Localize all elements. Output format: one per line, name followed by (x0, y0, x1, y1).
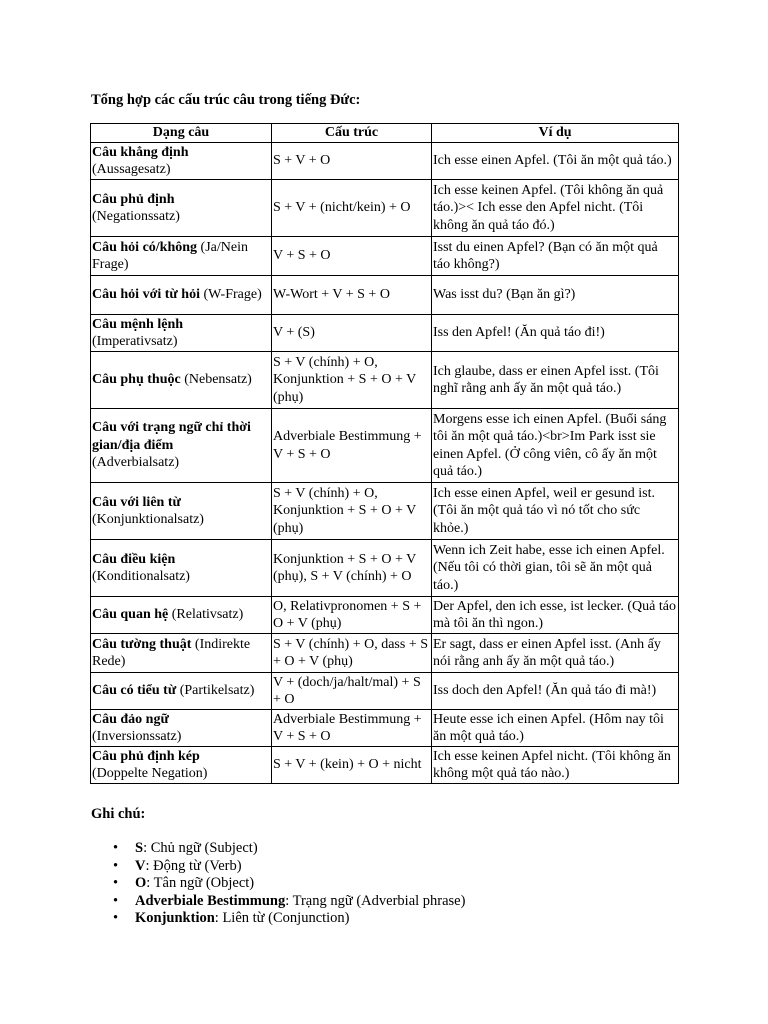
table-row (91, 143, 679, 180)
bullet-icon: • (113, 857, 119, 874)
structure-cell: S + V + O (272, 143, 432, 180)
structure-cell: S + V + (kein) + O + nicht (272, 747, 432, 784)
header-example: Ví dụ (432, 124, 679, 143)
structure-cell: S + V (chính) + O, Konjunktion + S + O + V (phụ) (272, 352, 432, 409)
bullet-icon: • (113, 910, 119, 926)
sentence-type-name: Câu quan hệ (92, 607, 169, 623)
sentence-type-cell (91, 409, 272, 483)
sentence-type-name: Câu tường thuật (92, 636, 192, 652)
example-cell: Heute esse ich einen Apfel. (Hôm nay tôi ăn một quả táo.) (432, 710, 679, 747)
structure-cell: Konjunktion + S + O + V (phụ), S + V (chính) + O (272, 540, 432, 597)
sentence-type-name: Câu đảo ngữ (92, 711, 169, 727)
notes-list (91, 840, 465, 928)
sentence-type-german: (Indirekte Rede) (92, 636, 251, 669)
sentence-type-name: Câu điều kiện (92, 551, 176, 567)
table-row (91, 409, 679, 483)
sentence-type-name: Câu có tiểu từ (92, 683, 177, 699)
sentence-type-german: (Ja/Nein Frage) (92, 239, 248, 272)
note-item (91, 910, 465, 928)
note-item (91, 893, 465, 911)
note-definition: : Liên từ (Conjunction) (214, 910, 350, 926)
bullet-icon: • (113, 840, 119, 856)
note-definition: : Chủ ngữ (Subject) (143, 840, 258, 856)
sentence-type-name: Câu với trạng ngữ chỉ thời gian/địa điểm (92, 420, 251, 453)
sentence-type-name: Câu hỏi với từ hỏi (92, 287, 200, 303)
sentence-type-german: (Adverbialsatz) (92, 455, 180, 471)
sentence-type-german: (Doppelte Negation) (92, 766, 208, 781)
example-cell: Was isst du? (Bạn ăn gì?) (432, 276, 679, 315)
sentence-type-name: Câu phủ định (92, 191, 175, 207)
example-cell: Iss den Apfel! (Ăn quả táo đi!) (432, 315, 679, 352)
sentence-type-cell (91, 483, 272, 540)
structure-cell: V + (doch/ja/halt/mal) + S + O (272, 673, 432, 710)
sentence-type-german: (Relativsatz) (171, 607, 244, 623)
bullet-icon: • (113, 892, 119, 909)
example-cell: Ich esse keinen Apfel nicht. (Tôi không ăn không một quả táo nào.) (432, 747, 679, 784)
sentence-type-cell (91, 747, 272, 784)
note-definition: : Tân ngữ (Object) (146, 875, 255, 891)
sentence-type-german: (Konjunktionalsatz) (92, 512, 204, 527)
sentence-type-name: Câu mệnh lệnh (92, 316, 184, 332)
sentence-type-german: (Partikelsatz) (179, 683, 255, 699)
table-row (91, 276, 679, 315)
table-row (91, 540, 679, 597)
table-row (91, 180, 679, 237)
table-row (91, 237, 679, 276)
sentence-type-cell (91, 143, 272, 180)
example-cell: Iss doch den Apfel! (Ăn quả táo đi mà!) (432, 673, 679, 710)
table-row (91, 597, 679, 634)
structure-cell: O, Relativpronomen + S + O + V (phụ) (272, 597, 432, 634)
sentence-type-cell (91, 540, 272, 597)
sentence-type-cell (91, 276, 272, 315)
table-row (91, 634, 679, 673)
note-item (91, 840, 465, 858)
structure-cell: S + V (chính) + O, Konjunktion + S + O + V (phụ) (272, 483, 432, 540)
note-term: S (135, 840, 144, 856)
example-cell: Ich esse einen Apfel, weil er gesund ist. (Tôi ăn một quả táo vì nó tốt cho sức khỏe.) (432, 483, 679, 540)
sentence-type-name: Câu với liên từ (92, 494, 181, 510)
sentence-type-german: (Inversionssatz) (92, 729, 182, 744)
note-item (91, 858, 465, 876)
example-cell: Ich esse keinen Apfel. (Tôi không ăn quả táo.)>< Ich esse den Apfel nicht. (Tôi không ăn quả táo đó.) (432, 180, 679, 237)
note-term: O (135, 875, 147, 891)
structure-cell: V + S + O (272, 237, 432, 276)
sentence-type-cell (91, 352, 272, 409)
structure-cell: W-Wort + V + S + O (272, 276, 432, 315)
sentence-type-german: (Negationssatz) (92, 209, 180, 224)
sentence-type-cell (91, 237, 272, 276)
sentence-type-name: Câu phủ định kép (92, 748, 200, 764)
sentence-type-name: Câu khẳng định (92, 144, 189, 160)
header-structure: Cấu trúc (272, 124, 432, 143)
sentence-type-cell (91, 634, 272, 673)
structure-cell: Adverbiale Bestimmung + V + S + O (272, 710, 432, 747)
table-row (91, 747, 679, 784)
example-cell: Der Apfel, den ich esse, ist lecker. (Quả táo mà tôi ăn thì ngon.) (432, 597, 679, 634)
example-cell: Ich esse einen Apfel. (Tôi ăn một quả táo.) (432, 143, 679, 180)
structure-cell: S + V (chính) + O, dass + S + O + V (phụ) (272, 634, 432, 673)
sentence-type-german: (Aussagesatz) (92, 162, 171, 177)
notes-title: Ghi chú: (91, 806, 146, 822)
note-term: V (135, 857, 146, 874)
sentence-type-cell (91, 180, 272, 237)
structure-cell: Adverbiale Bestimmung + V + S + O (272, 409, 432, 483)
structure-cell: V + (S) (272, 315, 432, 352)
page-title: Tổng hợp các cấu trúc câu trong tiếng Đức: (91, 92, 361, 108)
example-cell: Morgens esse ich einen Apfel. (Buổi sáng tôi ăn một quả táo.)<br>Im Park isst sie einen Apfel. (Ở công viên, cô ấy ăn một quả táo.) (432, 409, 679, 483)
sentence-type-cell (91, 315, 272, 352)
note-item (91, 875, 465, 893)
table-header-row (91, 124, 679, 143)
sentence-type-german: (W-Frage) (203, 287, 262, 303)
table-row (91, 673, 679, 710)
bullet-icon: • (113, 875, 119, 891)
table-row (91, 483, 679, 540)
example-cell: Wenn ich Zeit habe, esse ich einen Apfel. (Nếu tôi có thời gian, tôi sẽ ăn một quả táo.) (432, 540, 679, 597)
table-row (91, 315, 679, 352)
sentence-type-german: (Nebensatz) (184, 372, 252, 388)
sentence-type-name: Câu phụ thuộc (92, 372, 181, 388)
sentence-structure-table (90, 123, 679, 784)
table-row (91, 710, 679, 747)
example-cell: Isst du einen Apfel? (Bạn có ăn một quả táo không?) (432, 237, 679, 276)
note-term: Adverbiale Bestimmung (135, 892, 286, 909)
sentence-type-german: (Konditionalsatz) (92, 569, 190, 584)
header-sentence-type: Dạng câu (91, 124, 272, 143)
example-cell: Ich glaube, dass er einen Apfel isst. (Tôi nghĩ rằng anh ấy ăn một quả táo.) (432, 352, 679, 409)
sentence-type-cell (91, 673, 272, 710)
note-term: Konjunktion (135, 910, 215, 926)
sentence-type-cell (91, 710, 272, 747)
sentence-type-cell (91, 597, 272, 634)
note-definition: : Trạng ngữ (Adverbial phrase) (285, 892, 466, 909)
structure-cell: S + V + (nicht/kein) + O (272, 180, 432, 237)
table-row (91, 352, 679, 409)
example-cell: Er sagt, dass er einen Apfel isst. (Anh ấy nói rằng anh ấy ăn một quả táo.) (432, 634, 679, 673)
sentence-type-german: (Imperativsatz) (92, 334, 178, 349)
note-definition: : Động từ (Verb) (145, 857, 242, 874)
sentence-type-name: Câu hỏi có/không (92, 239, 198, 255)
